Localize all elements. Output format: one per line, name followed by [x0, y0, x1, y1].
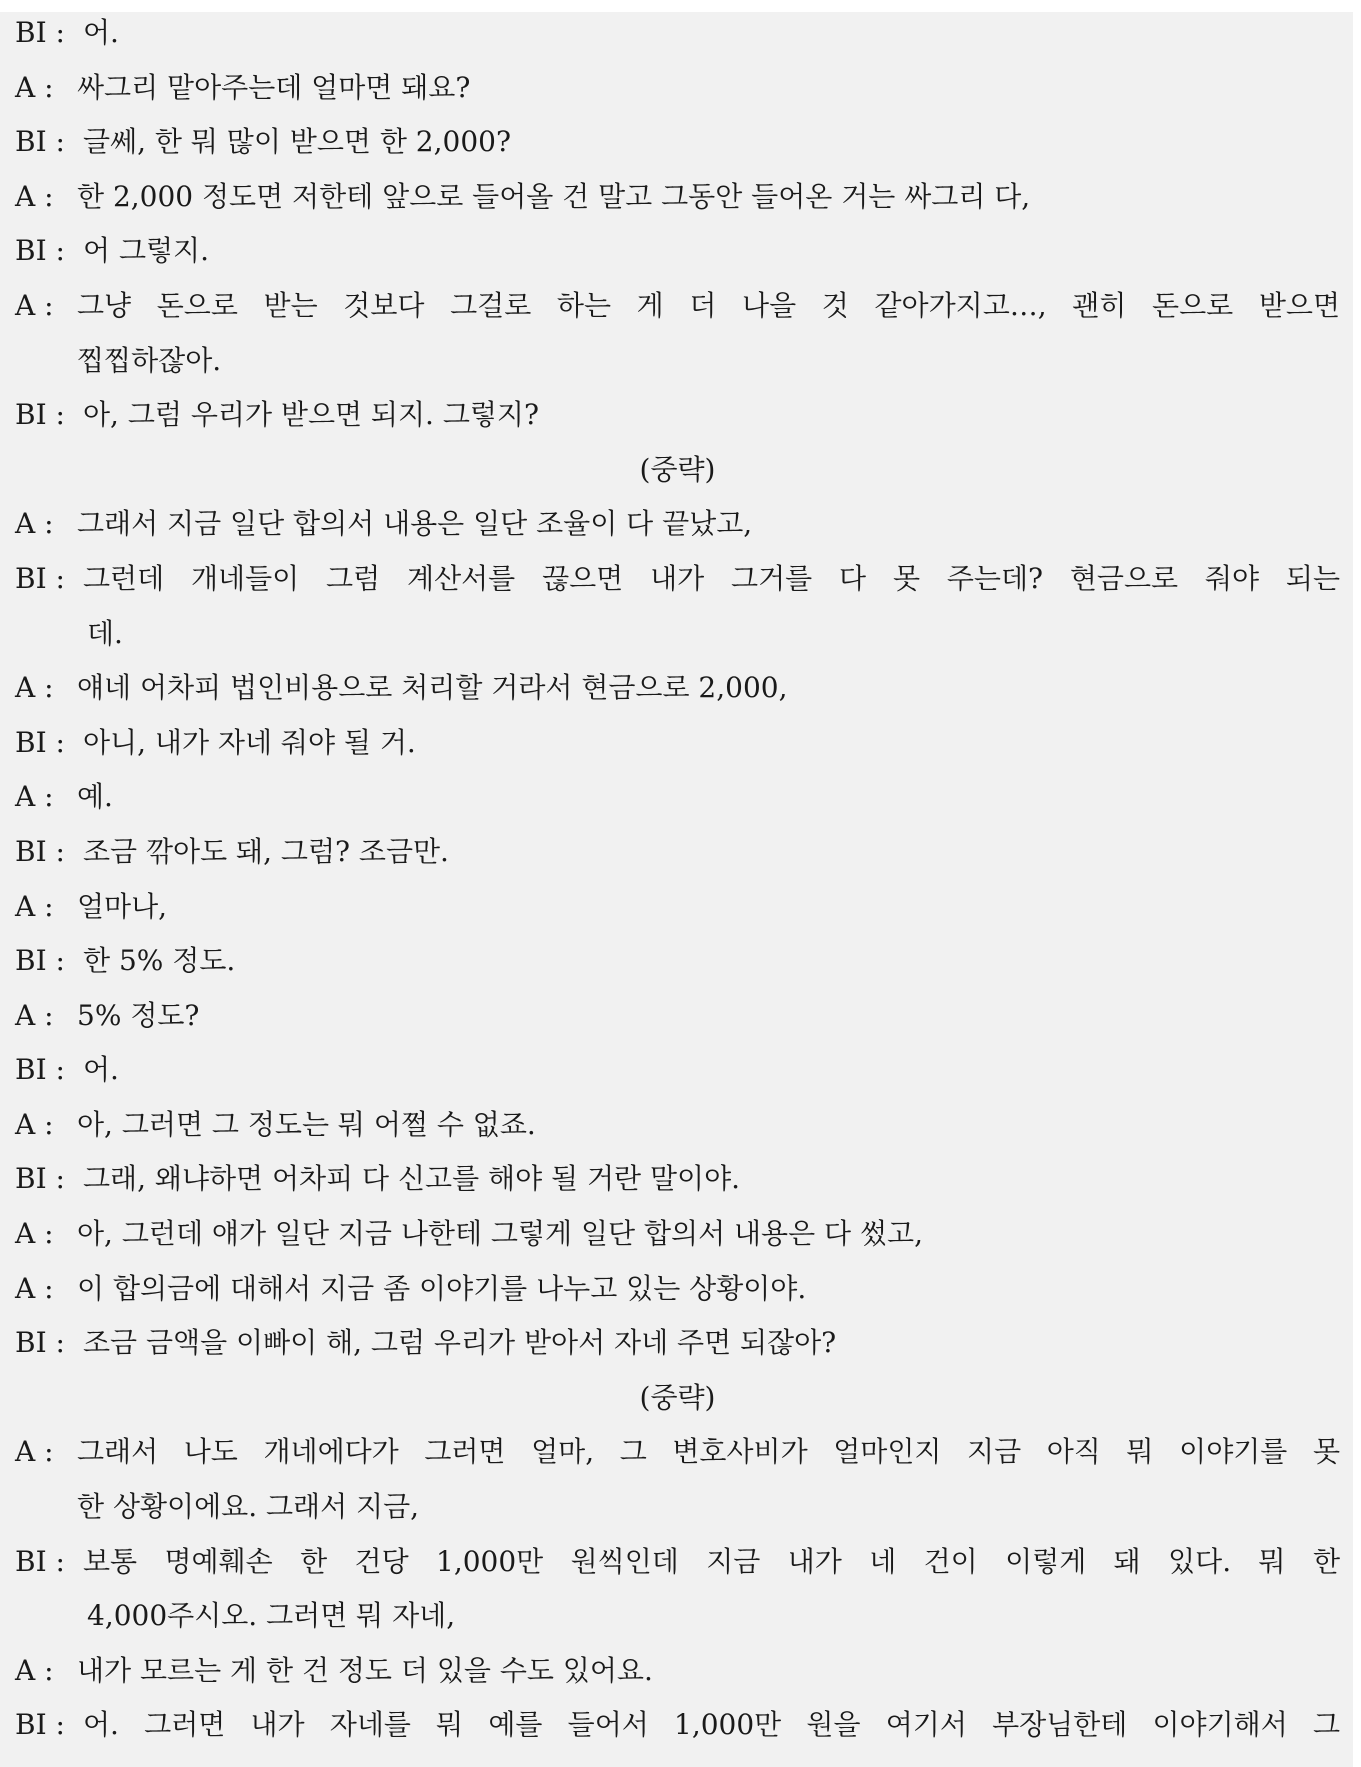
- speaker-label: A :: [15, 889, 54, 923]
- dialogue-text: 그냥 돈으로 받는 것보다 그걸로 하는 게 더 나을 것 같아가지고…, 괜히 돈으로 받으면: [77, 288, 1340, 322]
- dialogue-line: [15, 170, 1340, 225]
- speaker-label: A :: [15, 288, 54, 322]
- dialogue-text: 한 2,000 정도면 저한테 앞으로 들어올 건 말고 그동안 들어온 거는 싸그리 다,: [77, 179, 1031, 213]
- speaker-label: BI :: [15, 834, 65, 868]
- dialogue-line: [15, 1698, 1340, 1753]
- dialogue-line: [15, 1207, 1340, 1262]
- dialogue-text: 4,000주시오. 그러면 뭐 자네,: [87, 1599, 456, 1633]
- dialogue-text: 이 합의금에 대해서 지금 좀 이야기를 나누고 있는 상황이야.: [77, 1271, 807, 1305]
- dialogue-line: [15, 388, 1340, 443]
- dialogue-text: 5% 정도?: [77, 998, 200, 1032]
- dialogue-line: [15, 1098, 1340, 1153]
- dialogue-text: 그런데 개네들이 그럼 계산서를 끊으면 내가 그거를 다 못 주는데? 현금으로 줘야 되는: [83, 561, 1340, 595]
- speaker-label: BI :: [15, 125, 65, 159]
- omission-marker: (중략): [639, 1380, 716, 1414]
- dialogue-line: [15, 1480, 1340, 1535]
- dialogue-line: [15, 279, 1340, 334]
- dialogue-line: [15, 661, 1340, 716]
- dialogue-text: 얼마나,: [77, 889, 168, 923]
- speaker-label: A :: [15, 1435, 54, 1469]
- dialogue-line: [15, 497, 1340, 552]
- speaker-label: BI :: [15, 944, 65, 978]
- dialogue-text: 아, 그럼 우리가 받으면 되지. 그렇지?: [83, 398, 539, 432]
- dialogue-line: [15, 1043, 1340, 1098]
- dialogue-text: 글쎄, 한 뭐 많이 받으면 한 2,000?: [83, 125, 511, 159]
- dialogue-line: [15, 1535, 1340, 1590]
- dialogue-text: 어.: [83, 16, 119, 49]
- speaker-label: A :: [15, 1271, 54, 1305]
- dialogue-text: 아, 그러면 그 정도는 뭐 어쩔 수 없죠.: [77, 1107, 536, 1141]
- speaker-label: BI :: [15, 234, 65, 268]
- speaker-label: A :: [15, 179, 54, 213]
- dialogue-text: 아, 그런데 얘가 일단 지금 나한테 그렇게 일단 합의서 내용은 다 썼고,: [77, 1217, 924, 1251]
- speaker-label: BI :: [15, 1162, 65, 1196]
- dialogue-text: 싸그리 맡아주는데 얼마면 돼요?: [77, 70, 471, 104]
- speaker-label: A :: [15, 998, 54, 1032]
- speaker-label: A :: [15, 780, 54, 814]
- speaker-label: BI :: [15, 725, 65, 759]
- dialogue-line: [15, 770, 1340, 825]
- dialogue-text: 그래서 지금 일단 합의서 내용은 일단 조율이 다 끝났고,: [77, 507, 753, 541]
- dialogue-line: [15, 1152, 1340, 1207]
- speaker-label: BI :: [15, 16, 65, 49]
- dialogue-text: 데.: [87, 616, 123, 650]
- dialogue-line: [15, 607, 1340, 662]
- dialogue-line: [15, 989, 1340, 1044]
- speaker-label: BI :: [15, 1544, 65, 1578]
- transcript: [15, 6, 1340, 1753]
- dialogue-text: 찝찝하잖아.: [77, 343, 222, 377]
- dialogue-text: 조금 깎아도 돼, 그럼? 조금만.: [83, 834, 449, 868]
- speaker-label: A :: [15, 507, 54, 541]
- dialogue-text: 그래, 왜냐하면 어차피 다 신고를 해야 될 거란 말이야.: [83, 1162, 741, 1196]
- dialogue-text: 얘네 어차피 법인비용으로 처리할 거라서 현금으로 2,000,: [77, 671, 788, 705]
- dialogue-line: [15, 1589, 1340, 1644]
- dialogue-text: 그래서 나도 개네에다가 그러면 얼마, 그 변호사비가 얼마인지 지금 아직 뭐 이야기를 못: [77, 1435, 1340, 1469]
- speaker-label: BI :: [15, 1326, 65, 1360]
- document-page: [0, 12, 1353, 1767]
- omission-marker: (중략): [639, 452, 716, 486]
- dialogue-line: [15, 6, 1340, 61]
- speaker-label: A :: [15, 671, 54, 705]
- dialogue-line: [15, 716, 1340, 771]
- speaker-label: A :: [15, 1107, 54, 1141]
- dialogue-line: [15, 825, 1340, 880]
- speaker-label: A :: [15, 1217, 54, 1251]
- dialogue-line: [15, 1316, 1340, 1371]
- dialogue-line: [15, 1262, 1340, 1317]
- dialogue-text: 어 그렇지.: [83, 234, 209, 268]
- dialogue-line: [15, 115, 1340, 170]
- dialogue-line: [15, 334, 1340, 389]
- dialogue-text: 어.: [83, 1053, 119, 1087]
- speaker-label: A :: [15, 70, 54, 104]
- dialogue-line: [15, 552, 1340, 607]
- dialogue-line: [15, 934, 1340, 989]
- speaker-label: A :: [15, 1653, 54, 1687]
- dialogue-text: 내가 모르는 게 한 건 정도 더 있을 수도 있어요.: [77, 1653, 653, 1687]
- dialogue-text: 예.: [77, 780, 113, 814]
- dialogue-line: [15, 880, 1340, 935]
- dialogue-text: 아니, 내가 자네 줘야 될 거.: [83, 725, 416, 759]
- dialogue-text: 어. 그러면 내가 자네를 뭐 예를 들어서 1,000만 원을 여기서 부장님한테 이야기해서 그: [83, 1708, 1340, 1742]
- dialogue-line: [15, 1644, 1340, 1699]
- speaker-label: BI :: [15, 561, 65, 595]
- speaker-label: BI :: [15, 398, 65, 432]
- dialogue-line: [15, 61, 1340, 116]
- dialogue-line: [15, 1425, 1340, 1480]
- dialogue-text: 한 상황이에요. 그래서 지금,: [77, 1490, 420, 1524]
- speaker-label: BI :: [15, 1053, 65, 1087]
- dialogue-text: 조금 금액을 이빠이 해, 그럼 우리가 받아서 자네 주면 되잖아?: [83, 1326, 837, 1360]
- dialogue-text: 보통 명예훼손 한 건당 1,000만 원씩인데 지금 내가 네 건이 이렇게 돼 있다. 뭐 한: [83, 1544, 1340, 1578]
- speaker-label: BI :: [15, 1708, 65, 1742]
- dialogue-line: [15, 224, 1340, 279]
- dialogue-text: 한 5% 정도.: [83, 944, 236, 978]
